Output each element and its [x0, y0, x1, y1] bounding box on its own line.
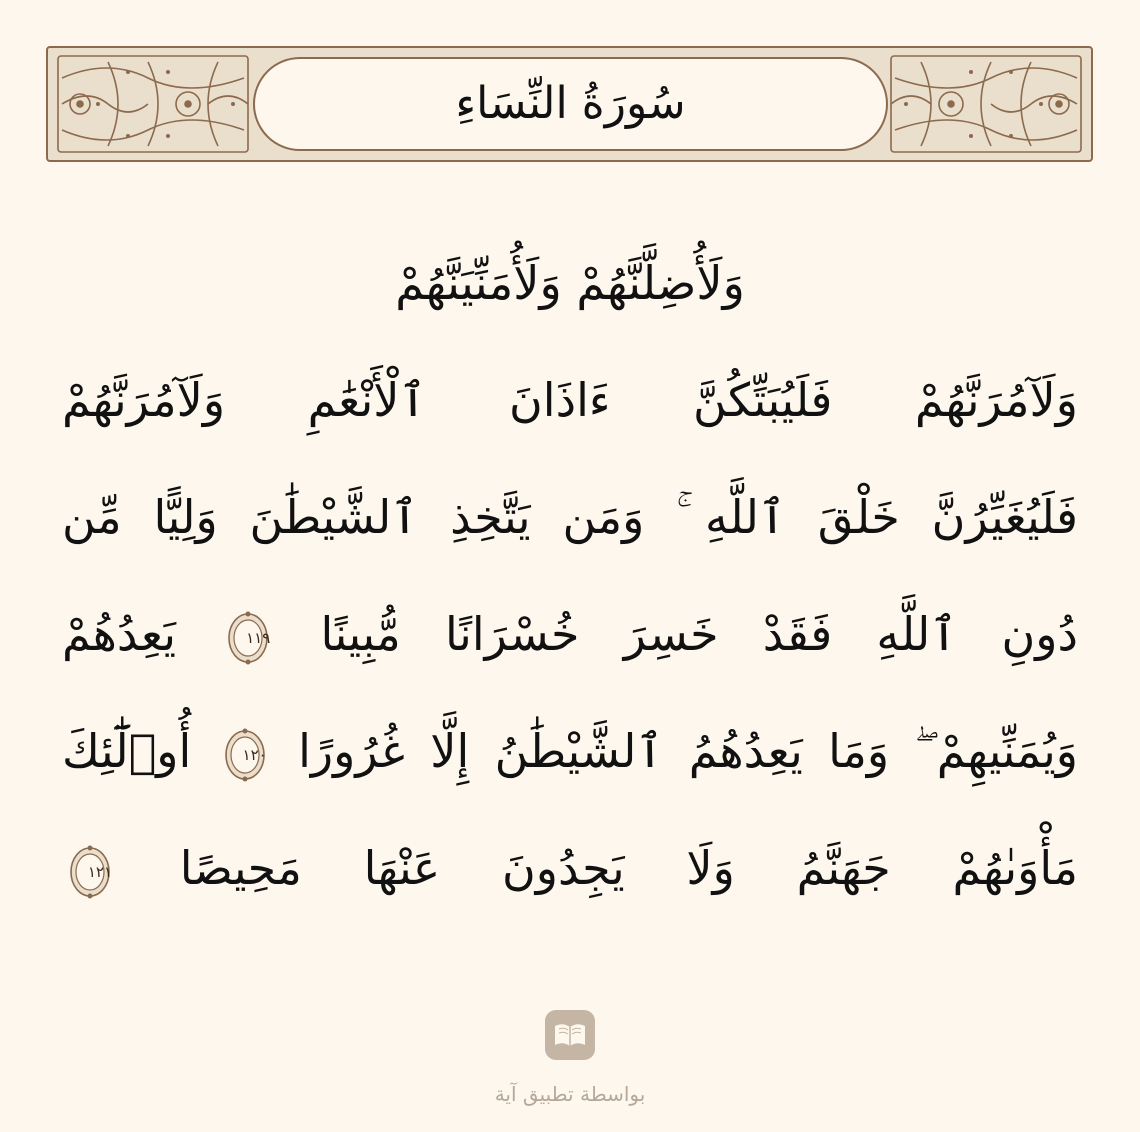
app-logo[interactable] — [545, 1010, 595, 1060]
app-attribution — [0, 1010, 1140, 1106]
ayah-number-marker — [223, 727, 267, 783]
ayah-number: ١٢٠ — [242, 745, 267, 764]
attribution-text: بواسطة تطبيق آية — [494, 1082, 646, 1106]
verse-text: فَلَيُغَيِّرُنَّ خَلْقَ ٱللَّهِ ۚ وَمَن يَتَّخِذِ ٱلشَّيْطَٰنَ وَلِيًّا مِّن — [62, 490, 1078, 544]
ayah-number: ١١٩ — [246, 628, 271, 647]
verse-text: وَيُمَنِّيهِمْ ۖ وَمَا يَعِدُهُمُ ٱلشَّيْطَٰنُ إِلَّا غُرُورًا — [298, 724, 1078, 778]
verse-line — [62, 576, 1078, 693]
verse-line — [62, 693, 1078, 810]
ayah-number-marker — [226, 610, 270, 666]
verse-text: وَلَآمُرَنَّهُمْ فَلَيُبَتِّكُنَّ ءَاذَانَ ٱلْأَنْعَٰمِ وَلَآمُرَنَّهُمْ — [62, 373, 1078, 427]
verse-line — [62, 810, 1078, 927]
surah-title: سُورَةُ النِّسَاءِ — [455, 78, 686, 129]
surah-header-frame — [46, 46, 1093, 162]
verse-line — [62, 342, 1078, 459]
verse-text: أُو۟لَٰٓئِكَ — [62, 724, 192, 778]
verse-line — [62, 225, 1078, 342]
verse-text: يَعِدُهُمْ — [62, 607, 177, 661]
verse-text: دُونِ ٱللَّهِ فَقَدْ خَسِرَ خُسْرَانًا مُّبِينًا — [320, 607, 1078, 661]
surah-title-cartouche — [253, 57, 888, 151]
verse-text-block — [62, 225, 1078, 927]
ayah-number-marker — [68, 844, 112, 900]
verse-text: وَلَأُضِلَّنَّهُمْ وَلَأُمَنِّيَنَّهُمْ — [395, 256, 745, 310]
verse-text: مَأْوَىٰهُمْ جَهَنَّمُ وَلَا يَجِدُونَ عَنْهَا مَحِيصًا — [179, 841, 1078, 895]
quran-book-icon — [545, 1010, 595, 1060]
verse-line — [62, 459, 1078, 576]
ayah-number: ١٢١ — [87, 862, 112, 881]
